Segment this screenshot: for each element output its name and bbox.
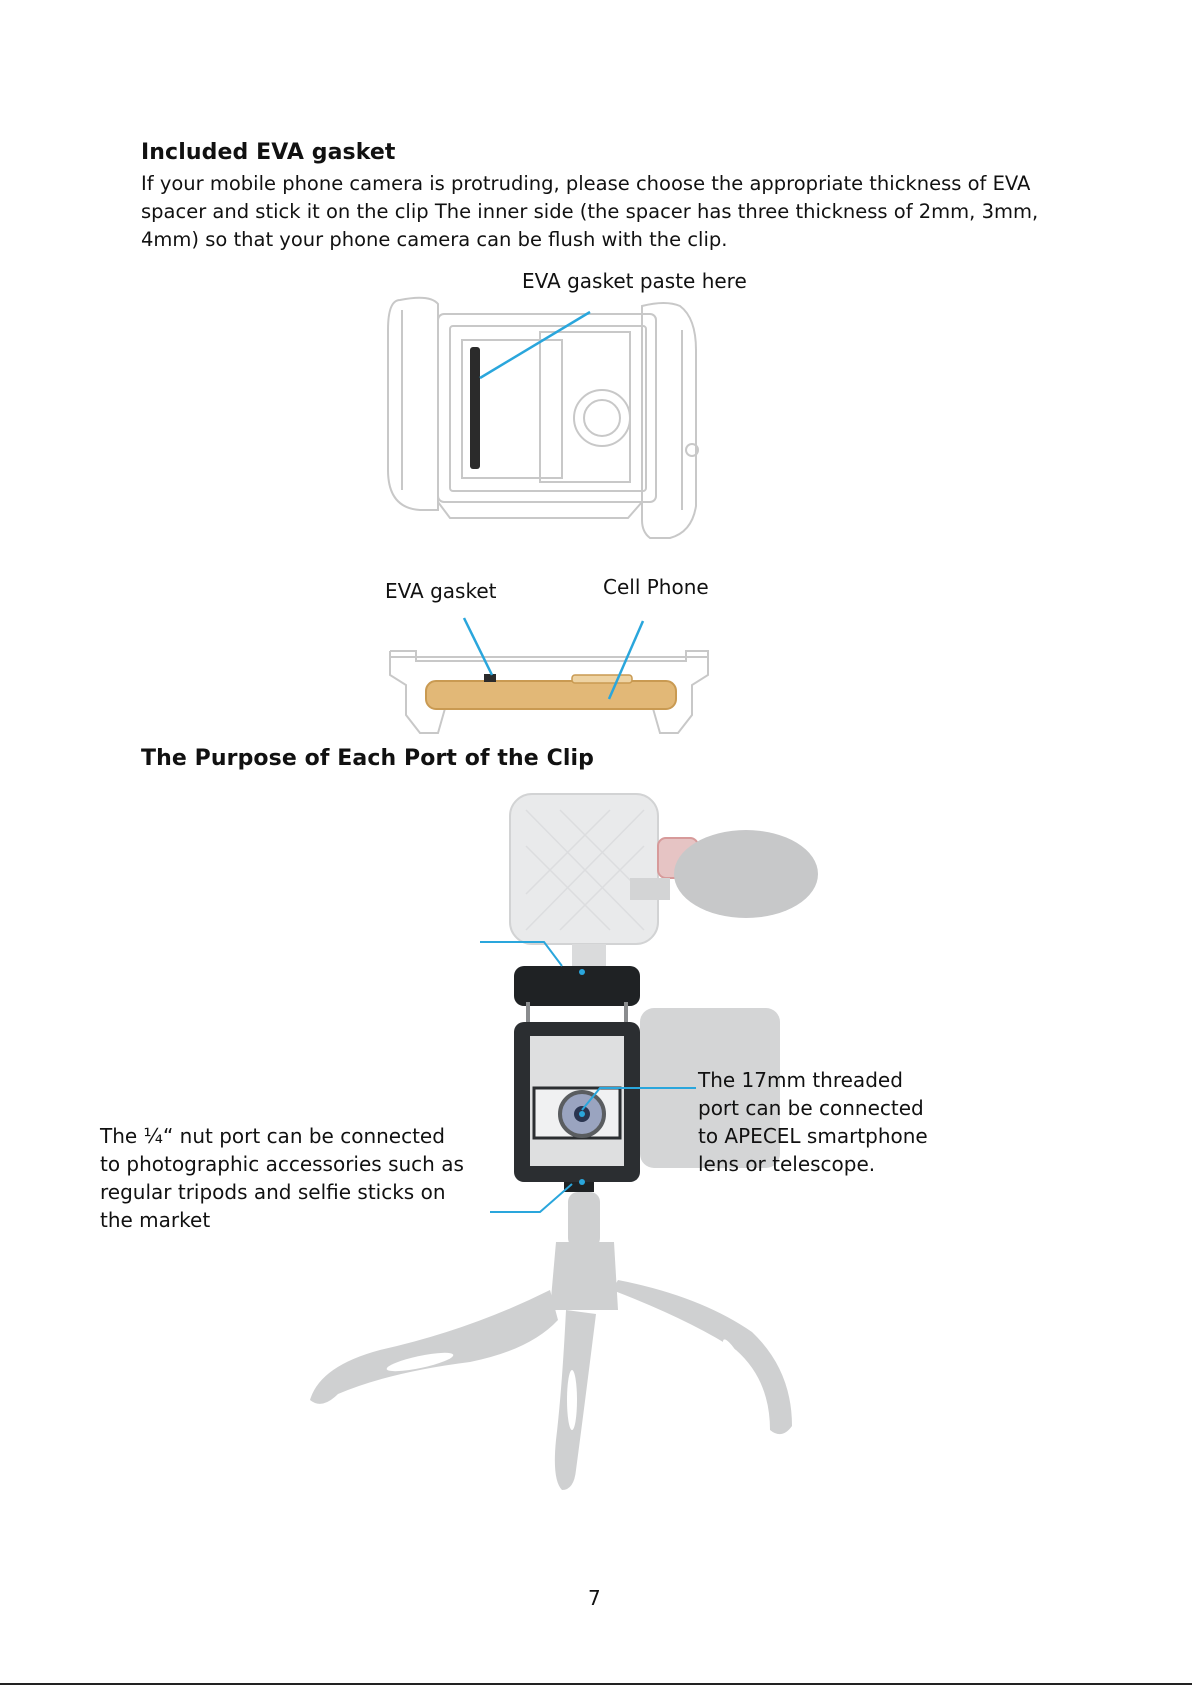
gasket-block bbox=[484, 674, 496, 682]
clip-front-illustration bbox=[380, 270, 740, 550]
eva-instructions-paragraph: If your mobile phone camera is protruding, please choose the appropriate thickness of EVA spacer and stick it on the clip The inner side (the spacer has three thickness of 2mm, 3mm, 4mm) so that your phone camera can be flush with the clip. bbox=[141, 172, 1039, 251]
tripod-legs bbox=[310, 1242, 792, 1490]
page-number: 7 bbox=[588, 1586, 601, 1610]
pointer-line-nut-port bbox=[490, 1184, 572, 1212]
label-eva-gasket: EVA gasket bbox=[385, 579, 497, 603]
tripod-ball-head bbox=[568, 1192, 600, 1248]
eva-gasket-strip bbox=[470, 347, 480, 469]
pointer-line-top-port bbox=[480, 942, 562, 966]
callout-17mm-port: The 17mm threaded port can be connected to APECEL smartphone lens or telescope. bbox=[698, 1068, 928, 1176]
mic-windscreen bbox=[674, 830, 818, 918]
phone-camera-bump bbox=[572, 675, 632, 683]
cell-phone-body bbox=[426, 681, 676, 709]
pointer-line-gasket bbox=[464, 618, 492, 675]
clip-top-view-illustration bbox=[386, 615, 716, 735]
clip-top-jaw bbox=[514, 966, 640, 1006]
label-eva-gasket-paste-here: EVA gasket paste here bbox=[522, 269, 747, 293]
section-heading-port-purpose: The Purpose of Each Port of the Clip bbox=[141, 746, 594, 771]
callout-nut-port: The ¼“ nut port can be connected to photographic accessories such as regular tripods and selfie sticks on the market bbox=[100, 1124, 464, 1232]
label-cell-phone: Cell Phone bbox=[603, 575, 709, 599]
section-heading-eva-gasket: Included EVA gasket bbox=[141, 140, 396, 165]
pointer-line-paste-here bbox=[480, 312, 590, 378]
